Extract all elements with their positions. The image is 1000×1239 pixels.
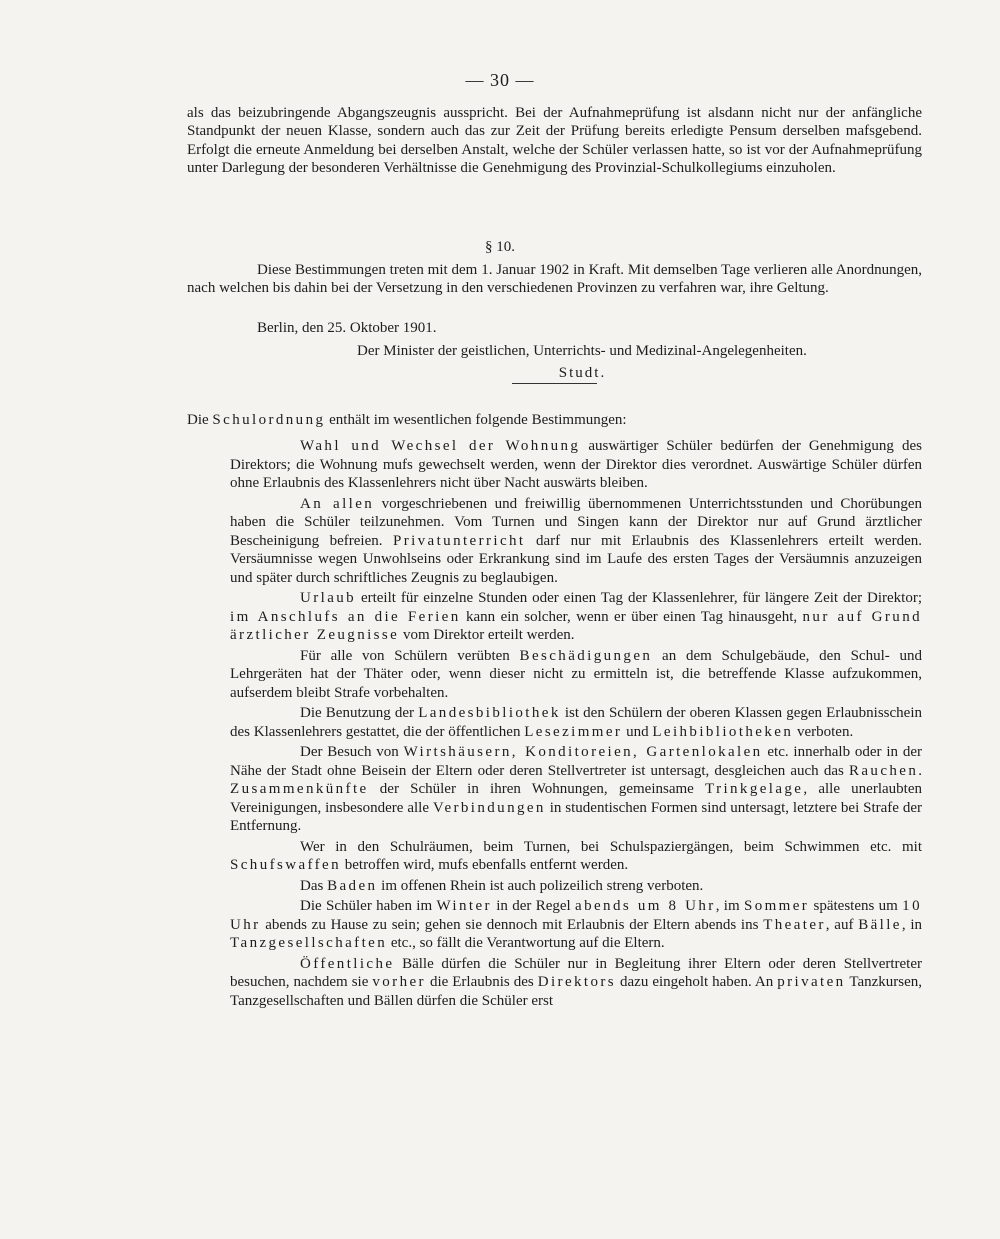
rule-text: dazu eingeholt haben. An — [616, 974, 778, 990]
rule-text: verboten. — [793, 723, 854, 740]
divider-rule — [512, 383, 597, 384]
rule-text: Das — [300, 877, 328, 894]
rule-text: abends zu Hause zu sein; gehen sie dennoch mit Erlaubnis der Eltern abends ins — [260, 916, 764, 933]
section-heading: § 10. — [485, 239, 515, 255]
emphasized-term: Sommer — [743, 898, 810, 914]
emphasized-term: im Anschlufs an die Ferien — [230, 608, 461, 625]
section-paragraph-block — [187, 261, 922, 298]
emphasized-term: privaten — [777, 974, 846, 990]
rule-text: ist den Schülern der oberen Klassen gegen Erlaubnisschein des Klassenlehrers gestattet, die der öffentlichen — [230, 705, 922, 740]
emphasized-term: Verbindungen — [432, 799, 546, 816]
emphasized-term: Beschädigungen — [519, 647, 653, 664]
rule-paragraph — [230, 955, 922, 1011]
rule-paragraph — [230, 704, 922, 741]
rule-text: Der Besuch von — [300, 744, 404, 760]
rule-text: im offenen Rhein ist auch polizeilich streng verboten. — [377, 877, 704, 894]
emphasized-term: Öffentliche — [300, 955, 395, 972]
emphasized-term: Tanzgesellschaften — [230, 935, 388, 951]
rule-text: , alle unerlaubten Vereinigungen, insbesondere alle — [230, 781, 922, 816]
rule-text: , im — [715, 898, 744, 914]
rule-paragraph — [230, 877, 922, 896]
signature-name-text: Studt. — [558, 365, 607, 381]
rule-text: darf nur mit Erlaubnis des Klassenlehrers erteilt werden. Versäumnisse wegen Unwohlseins oder Erkrankung sind im Laufe des ersten Tages der Versäumnis anzuzeigen und später durch schriftliches Zeugnis zu beglaubigen. — [230, 532, 922, 586]
rule-text: , auf — [825, 916, 859, 933]
rule-paragraph — [230, 589, 922, 645]
place-date: Berlin, den 25. Oktober 1901. — [257, 320, 437, 336]
rule-text: in studentischen Formen sind untersagt, letztere bei Strafe der Entfernung. — [230, 799, 923, 834]
emphasized-term: Direktors — [537, 974, 617, 990]
rule-paragraph — [230, 897, 922, 953]
top-paragraph: als das beizubringende Abgangszeugnis ausspricht. Bei der Aufnahmeprüfung ist alsdann nicht nur der anfängliche Standpunkt der neuen Klasse, sondern auch das zur Zeit der Prüfung bereits erledigte Pensum derselben mafsgebend. Erfolgt die erneute Anmeldung bei derselben Anstalt, welche der Schüler verlassen hatte, so ist vor der Aufnahmeprüfung unter Darlegung der besonderen Verhältnisse die Genehmigung des Provinzial-Schulkollegiums einzuholen. — [187, 105, 922, 177]
rule-paragraph — [230, 437, 922, 493]
intro-line — [187, 412, 627, 429]
rule-text: spätestens um — [809, 898, 903, 914]
emphasized-term: vorher — [372, 974, 426, 990]
intro-spaced: Schulordnung — [212, 412, 326, 428]
rule-text: in der Regel — [491, 898, 576, 914]
emphasized-term: Schufswaffen — [230, 857, 341, 873]
rule-text: , in — [901, 916, 923, 933]
emphasized-term: abends um 8 Uhr — [575, 898, 716, 914]
emphasized-term: Wirtshäusern, Konditoreien, Gartenlokalen — [403, 744, 763, 760]
rule-text: an dem Schulgebäude, den Schul- und Lehrgeräten hat der Thäter oder, wenn dieser nicht zu ermitteln ist, die betreffende Klasse aufzukommen, aufserdem bleibt Strafe vorbehalten. — [230, 647, 922, 701]
rule-paragraph — [230, 743, 922, 836]
rule-text: Bälle dürfen die Schüler nur in Begleitung ihrer Eltern oder deren Stellvertreter besuchen, nachdem sie — [230, 955, 922, 990]
intro-post: enthält im wesentlichen folgende Bestimmungen: — [325, 412, 627, 428]
signature-title: Der Minister der geistlichen, Unterrichts- und Medizinal-Angelegenheiten. — [357, 343, 807, 359]
emphasized-term: Urlaub — [300, 590, 357, 606]
emphasized-term: Lesezimmer — [524, 723, 623, 740]
rule-text: der Schüler in ihren Wohnungen, gemeinsame — [368, 781, 706, 797]
rule-text: Die Benutzung der — [300, 705, 419, 721]
rule-text: erteilt für einzelne Stunden oder einen Tag der Klassenlehrer, für längere Zeit der Direktor; — [356, 590, 922, 606]
rule-paragraph — [230, 495, 922, 588]
emphasized-term: 10 Uhr — [230, 898, 922, 933]
rule-text: vom Direktor erteilt werden. — [399, 627, 575, 643]
rule-text: etc., so fällt die Verantwortung auf die Eltern. — [387, 935, 665, 951]
rule-text: die Erlaubnis des — [425, 974, 538, 990]
rule-text: vorgeschriebenen und freiwillig übernommenen Unterrichtsstunden und Chorübungen haben die Schüler teilzunehmen. Vom Turnen und Singen kann der Direktor nur auf Grund ärztlicher Bescheinigung befreien. — [230, 495, 922, 549]
rule-text: auswärtiger Schüler bedürfen der Genehmigung des Direktors; die Wohnung mufs gewechselt werden, wenn der Direktor dies verordnet. Auswärtige Schüler dürfen ohne Erlaubnis des Klassenlehrers nicht über Nacht auswärts bleiben. — [230, 438, 922, 491]
rule-text: Wer in den Schulräumen, beim Turnen, bei Schulspaziergängen, beim Schwimmen etc. mit — [300, 838, 922, 855]
rule-text: Tanzkursen, Tanzgesellschaften und Bällen dürfen die Schüler erst — [230, 974, 922, 1009]
rule-paragraph — [230, 647, 922, 703]
emphasized-term: Privatunterricht — [392, 532, 526, 549]
rules-list — [230, 437, 922, 1012]
rule-text: . — [918, 762, 922, 779]
rule-paragraph — [230, 838, 922, 875]
emphasized-term: Zusammenkünfte — [230, 781, 369, 797]
section-paragraph: Diese Bestimmungen treten mit dem 1. Januar 1902 in Kraft. Mit demselben Tage verlieren alle Anordnungen, nach welchen bis dahin bei der Versetzung in den verschiedenen Provinzen zu verfahren war, ihre Geltung. — [187, 262, 922, 297]
rule-text: und — [622, 723, 653, 740]
emphasized-term: Bälle — [858, 916, 902, 933]
signature-name — [0, 365, 1000, 382]
emphasized-term: nur auf Grund ärztlicher Zeugnisse — [230, 608, 922, 643]
emphasized-term: Winter — [436, 898, 492, 914]
emphasized-term: Trinkgelage — [705, 781, 804, 797]
emphasized-term: Landesbibliothek — [418, 705, 561, 721]
rule-text: betroffen wird, mufs ebenfalls entfernt werden. — [341, 857, 629, 873]
rule-text: Für alle von Schülern verübten — [300, 647, 520, 664]
rule-text: Die Schüler haben im — [300, 898, 437, 914]
emphasized-term: Wahl und Wechsel der Wohnung — [300, 438, 581, 454]
rule-text: etc. innerhalb oder in der Nähe der Stadt ohne Beisein der Eltern oder deren Stellvertreter ist untersagt, desgleichen auch das — [230, 744, 922, 779]
top-paragraph-block — [187, 104, 922, 178]
emphasized-term: Leihbibliotheken — [652, 723, 794, 740]
page-number: — 30 — — [465, 70, 535, 90]
emphasized-term: An allen — [300, 495, 375, 512]
rule-text: kann ein solcher, wenn er über einen Tag hinausgeht, — [460, 608, 803, 625]
emphasized-term: Theater — [763, 916, 826, 933]
intro-pre: Die — [187, 412, 213, 428]
emphasized-term: Baden — [327, 877, 378, 894]
emphasized-term: Rauchen — [848, 762, 919, 779]
